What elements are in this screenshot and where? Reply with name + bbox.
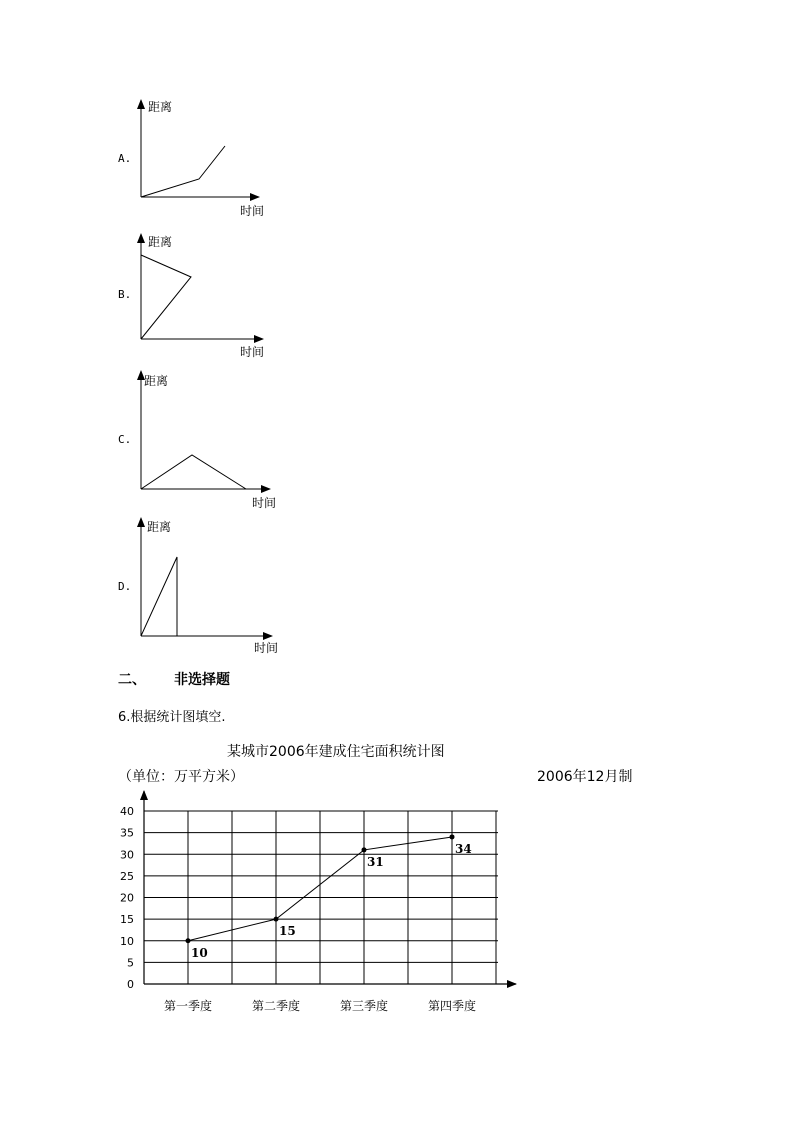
y-tick-label: 15 — [120, 913, 134, 927]
x-axis-label: 时间 — [240, 204, 265, 218]
y-tick-label: 35 — [120, 826, 134, 840]
x-category-label: 第四季度 — [427, 999, 477, 1013]
option-a-label: A. — [118, 152, 132, 165]
y-axis-label: 距离 — [147, 520, 172, 534]
data-label: 15 — [279, 924, 296, 939]
data-point — [450, 834, 455, 839]
section-number: 二、 — [118, 672, 146, 688]
data-label: 31 — [367, 854, 384, 869]
x-category-label: 第二季度 — [251, 999, 301, 1013]
option-d-label: D. — [118, 580, 132, 593]
data-label: 34 — [455, 841, 472, 856]
x-axis-label: 时间 — [240, 345, 265, 359]
x-category-label: 第一季度 — [163, 999, 213, 1013]
y-axis-label: 距离 — [148, 100, 173, 114]
x-axis-label: 时间 — [254, 641, 279, 655]
x-category-label: 第三季度 — [339, 999, 389, 1013]
chart-date: 2006年12月制 — [537, 769, 633, 785]
section-title: 非选择题 — [174, 672, 230, 688]
y-tick-label: 20 — [120, 891, 134, 905]
y-tick-label: 0 — [127, 978, 134, 991]
y-tick-label: 10 — [120, 934, 134, 948]
y-tick-label: 30 — [120, 848, 134, 862]
y-axis-label: 距离 — [144, 374, 169, 388]
data-point — [186, 938, 191, 943]
option-c-label: C. — [118, 433, 132, 446]
x-axis-label: 时间 — [252, 496, 277, 510]
y-tick-label: 25 — [120, 869, 134, 883]
data-point — [274, 917, 279, 922]
y-tick-label: 40 — [120, 805, 134, 818]
y-axis-label: 距离 — [148, 235, 173, 249]
y-tick-label: 5 — [127, 956, 134, 970]
chart-unit: （单位：万平方米） — [118, 769, 244, 785]
chart-title: 某城市2006年建成住宅面积统计图 — [227, 744, 445, 760]
option-b-label: B. — [118, 288, 132, 301]
data-label: 10 — [191, 945, 208, 960]
question-text: 6.根据统计图填空. — [118, 710, 226, 725]
data-point — [362, 847, 367, 852]
